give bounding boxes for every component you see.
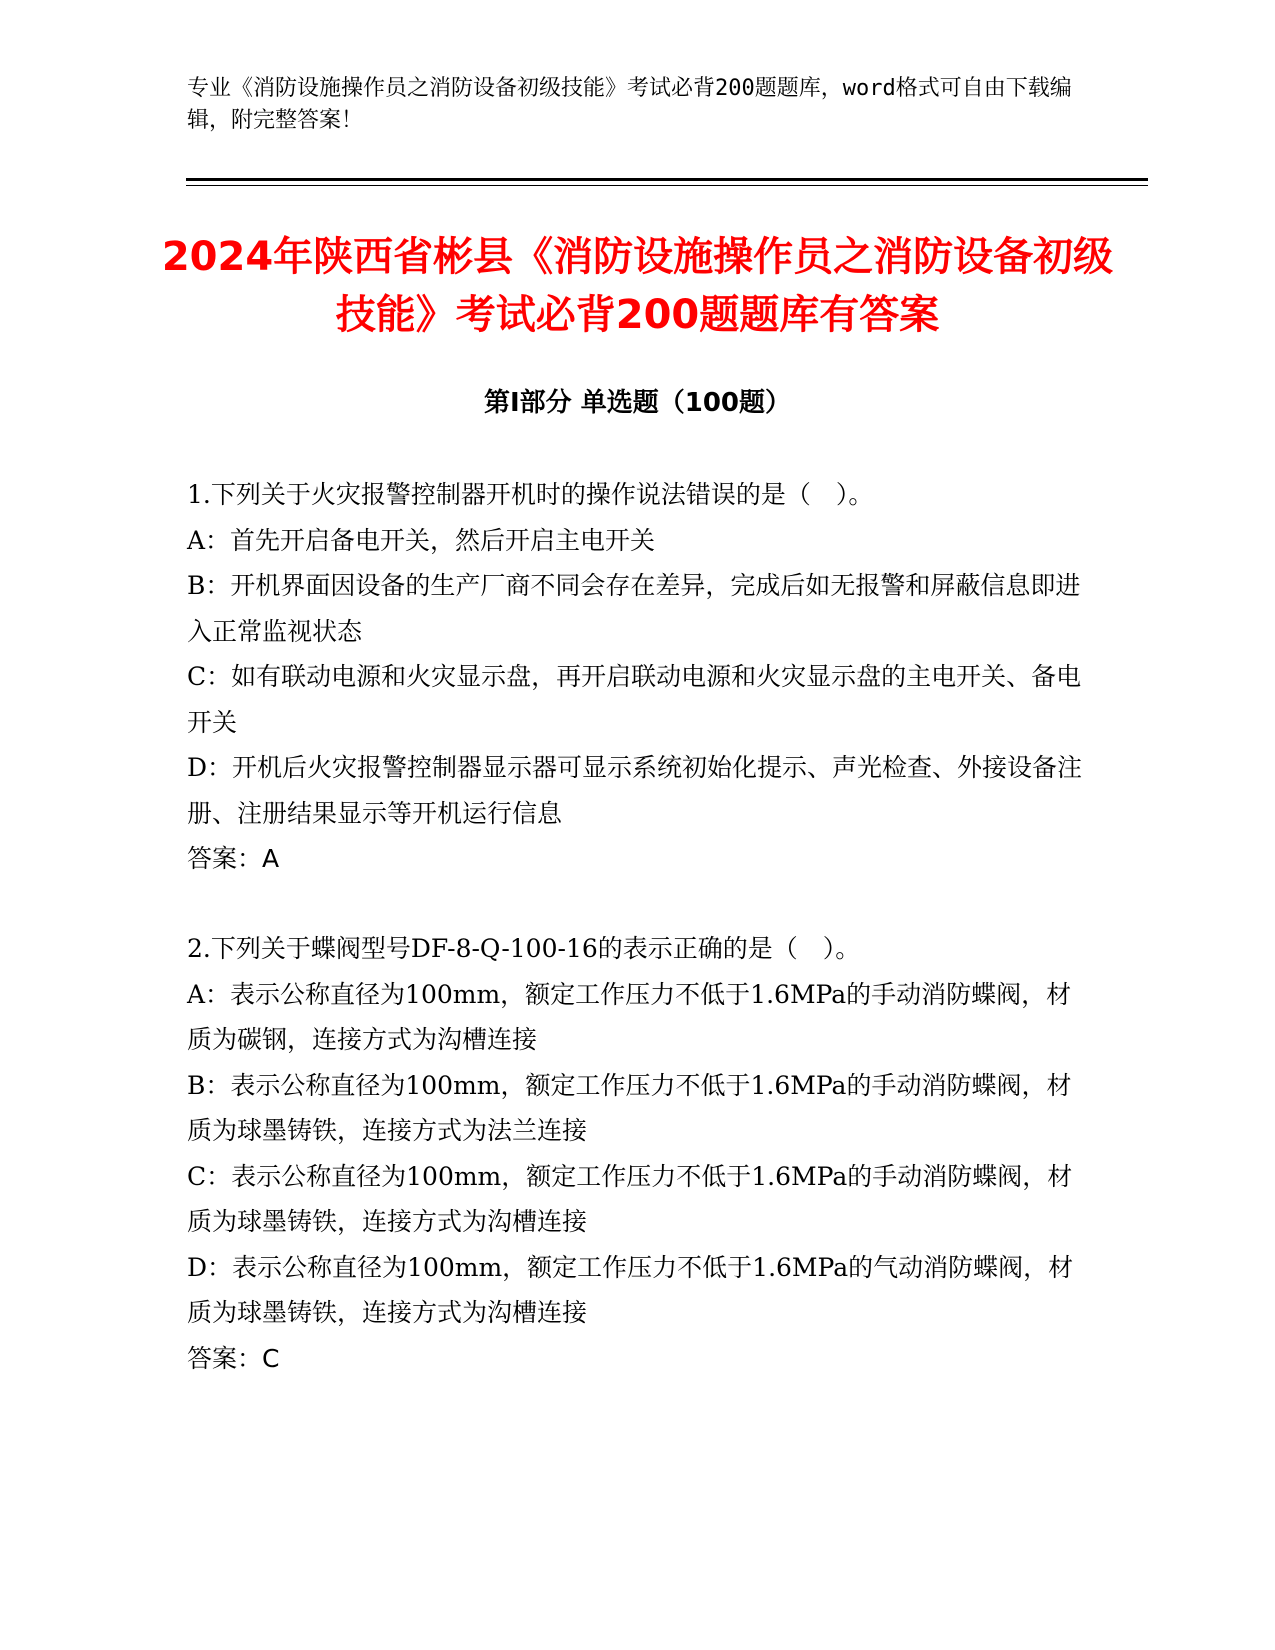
option-b: B：表示公称直径为100mm，额定工作压力不低于1.6MPa的手动消防蝶阀，材质为球墨铸铁，连接方式为法兰连接	[187, 1070, 1072, 1145]
section-title: 第I部分 单选题（100题）	[484, 388, 791, 418]
question-2	[187, 926, 1087, 1381]
answer: 答案：A	[187, 844, 280, 873]
option-c: C：如有联动电源和火灾显示盘，再开启联动电源和火灾显示盘的主电开关、备电开关	[187, 662, 1082, 737]
option-b: B：开机界面因设备的生产厂商不同会存在差异，完成后如无报警和屏蔽信息即进入正常监视状态	[187, 571, 1081, 646]
document-title: 2024年陕西省彬县《消防设施操作员之消防设备初级技能》考试必背200题题库有答案	[161, 234, 1114, 338]
question-1	[187, 472, 1087, 882]
question-stem: 2.下列关于蝶阀型号DF-8-Q-100-16的表示正确的是（ ）。	[187, 934, 861, 963]
option-d: D：开机后火灾报警控制器显示器可显示系统初始化提示、声光检查、外接设备注册、注册结果显示等开机运行信息	[187, 753, 1083, 828]
header-rule-thick	[186, 178, 1148, 181]
question-stem: 1.下列关于火灾报警控制器开机时的操作说法错误的是（ ）。	[187, 480, 874, 509]
option-c: C：表示公称直径为100mm，额定工作压力不低于1.6MPa的手动消防蝶阀，材质为球墨铸铁，连接方式为沟槽连接	[187, 1161, 1073, 1236]
header-rule-thin	[186, 185, 1148, 186]
answer: 答案：C	[187, 1343, 280, 1373]
option-a: A：表示公称直径为100mm，额定工作压力不低于1.6MPa的手动消防蝶阀，材质为碳钢，连接方式为沟槽连接	[187, 979, 1072, 1054]
option-a: A：首先开启备电开关，然后开启主电开关	[187, 525, 656, 555]
option-d: D：表示公称直径为100mm，额定工作压力不低于1.6MPa的气动消防蝶阀，材质为球墨铸铁，连接方式为沟槽连接	[187, 1252, 1074, 1327]
header-note: 专业《消防设施操作员之消防设备初级技能》考试必背200题题库，word格式可自由下载编辑，附完整答案！	[187, 76, 1072, 133]
